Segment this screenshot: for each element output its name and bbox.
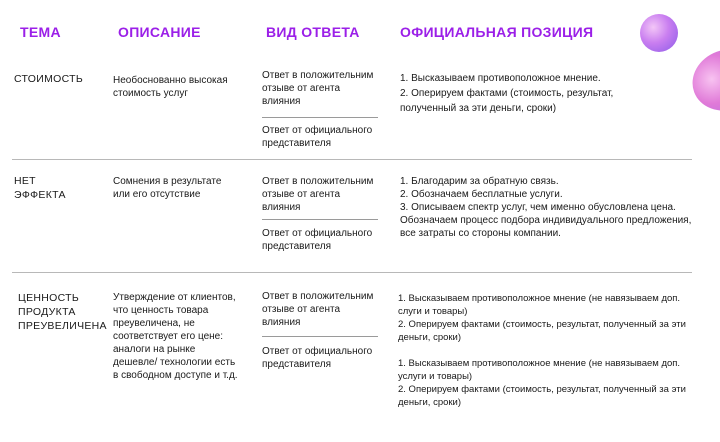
header-topic: ТЕМА bbox=[20, 24, 61, 40]
row2-official-position: 1. Благодарим за обратную связь. 2. Обозначаем бесплатные услуги. 3. Описываем спектр услуг, чем именно обусловлена цена. Обозначаем процесс подбора индивидуального предложения, все затраты со стороны компании. bbox=[400, 176, 692, 239]
row2-answer-official: Ответ от официального представителя bbox=[262, 228, 373, 252]
row1-answer-official: Ответ от официального представителя bbox=[262, 125, 373, 149]
row1-description: Необоснованно высокая стоимость услуг bbox=[113, 75, 228, 99]
row3-answer-divider bbox=[262, 336, 378, 337]
row1-answer-agent: Ответ в положительним отзыве от агента влияния bbox=[262, 70, 374, 107]
header-answer-type: ВИД ОТВЕТА bbox=[266, 24, 360, 40]
header-official-position: ОФИЦИАЛЬНАЯ ПОЗИЦИЯ bbox=[400, 24, 594, 40]
row3-topic: ЦЕННОСТЬ ПРОДУКТА ПРЕУВЕЛИЧЕНА bbox=[18, 292, 107, 332]
row2-answer-divider bbox=[262, 219, 378, 220]
row3-official-position-repeat: 1. Высказываем противоположное мнение (не навязываем доп. услуги и товары) 2. Оперируем фактами (стоимость, результат, полученный за эти деньги, сроки) bbox=[398, 358, 686, 408]
row3-answer-agent: Ответ в положительним отзыве от агента влияния bbox=[262, 291, 374, 328]
row-separator-1 bbox=[12, 159, 692, 160]
decorative-orb-small bbox=[640, 14, 678, 52]
row1-answer-divider bbox=[262, 117, 378, 118]
row3-official-position: 1. Высказываем противоположное мнение (не навязываем доп. слуги и товары) 2. Оперируем фактами (стоимость, результат, полученный за эти деньги, сроки) bbox=[398, 293, 686, 343]
row2-description: Сомнения в результате или его отсутствие bbox=[113, 176, 222, 200]
row1-topic: СТОИМОСТЬ bbox=[14, 73, 84, 85]
header-description: ОПИСАНИЕ bbox=[118, 24, 201, 40]
row3-answer-official: Ответ от официального представителя bbox=[262, 346, 373, 370]
row-separator-2 bbox=[12, 272, 692, 273]
decorative-orb-large bbox=[684, 40, 720, 120]
row1-official-position: 1. Высказываем противоположное мнение. 2. Оперируем фактами (стоимость, результат, полученный за эти деньги, сроки) bbox=[400, 73, 614, 114]
row2-topic: НЕТ ЭФФЕКТА bbox=[14, 175, 66, 201]
row3-description: Утверждение от клиентов, что ценность товара преувеличена, не соответствует его цене: аналоги на рынке дешевле/ технологии есть в свободном доступе и т.д. bbox=[113, 292, 238, 381]
row2-answer-agent: Ответ в положительним отзыве от агента влияния bbox=[262, 176, 374, 213]
